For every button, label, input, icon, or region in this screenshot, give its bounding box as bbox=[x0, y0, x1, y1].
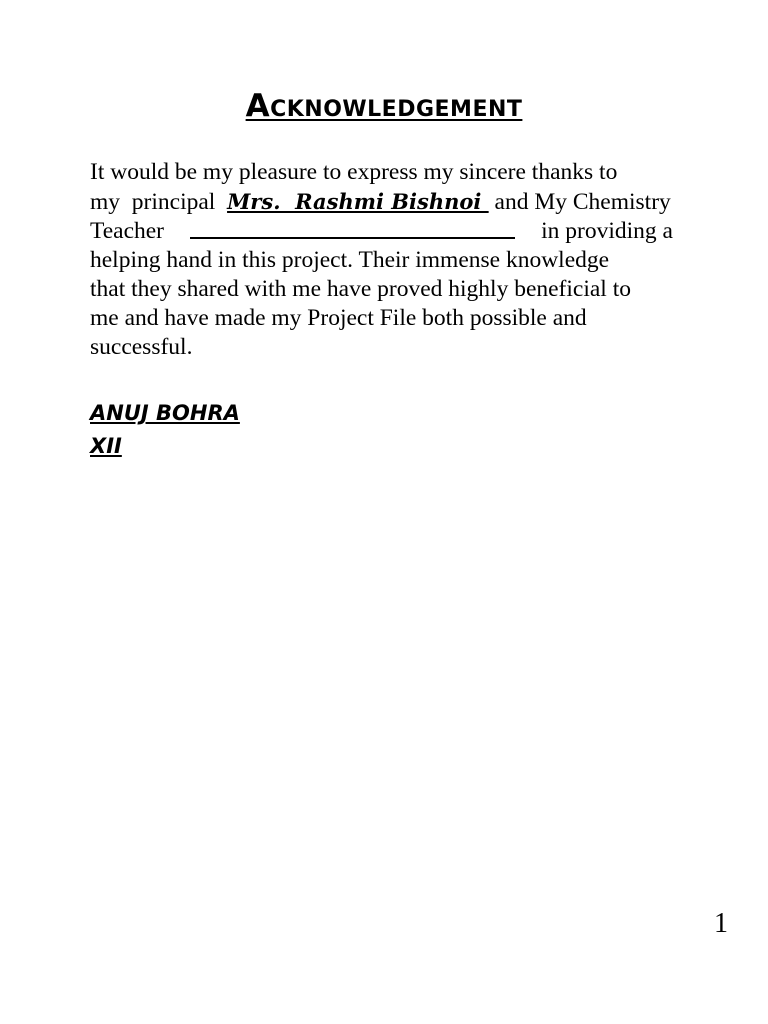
heading-text: Acknowledgement bbox=[245, 88, 523, 124]
signature-block bbox=[90, 397, 240, 463]
page-number: 1 bbox=[714, 908, 728, 939]
student-class: XII bbox=[90, 434, 122, 458]
acknowledgement-paragraph bbox=[90, 158, 690, 362]
paragraph-text: my principal bbox=[90, 189, 228, 215]
paragraph-text: Teacher bbox=[90, 218, 165, 244]
page-title bbox=[0, 88, 768, 125]
principal-name: Mrs. Rashmi Bishnoi bbox=[227, 189, 489, 214]
paragraph-text: in providing a bbox=[541, 218, 673, 244]
paragraph-line-principal bbox=[90, 187, 690, 217]
paragraph-line: me and have made my Project File both possible and bbox=[90, 305, 587, 331]
paragraph-line-teacher bbox=[90, 217, 673, 246]
paragraph-line: It would be my pleasure to express my sincere thanks to bbox=[90, 159, 618, 185]
paragraph-text: and My Chemistry bbox=[488, 189, 671, 215]
paragraph-line: that they shared with me have proved highly beneficial to bbox=[90, 276, 631, 302]
paragraph-line: helping hand in this project. Their immense knowledge bbox=[90, 247, 610, 273]
student-name: ANUJ BOHRA bbox=[90, 401, 240, 425]
paragraph-line: successful. bbox=[90, 334, 193, 360]
teacher-name-blank bbox=[190, 217, 515, 239]
